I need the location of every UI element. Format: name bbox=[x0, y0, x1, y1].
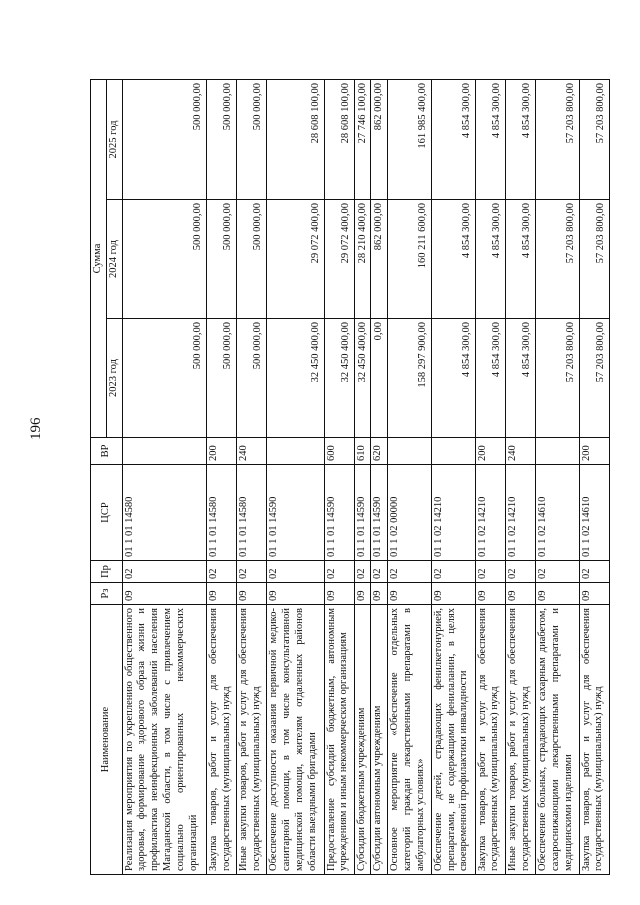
cell-rz: 09 bbox=[267, 583, 324, 605]
cell-pr: 02 bbox=[324, 561, 354, 583]
page-number: 196 bbox=[28, 417, 44, 440]
cell-rz: 09 bbox=[122, 583, 206, 605]
cell-vr bbox=[267, 438, 324, 465]
cell-pr: 02 bbox=[237, 561, 267, 583]
cell-2023: 158 297 900,00 bbox=[388, 319, 432, 438]
cell-2024: 500 000,00 bbox=[237, 200, 267, 319]
cell-2023: 500 000,00 bbox=[237, 319, 267, 438]
cell-rz: 09 bbox=[206, 583, 236, 605]
header-sum: Сумма bbox=[91, 79, 107, 437]
cell-2025: 4 854 300,00 bbox=[475, 79, 505, 199]
cell-pr: 02 bbox=[206, 561, 236, 583]
cell-2023: 4 854 300,00 bbox=[505, 319, 535, 438]
cell-rz: 09 bbox=[535, 583, 579, 605]
cell-pr: 02 bbox=[388, 561, 432, 583]
cell-pr: 02 bbox=[475, 561, 505, 583]
cell-rz: 09 bbox=[388, 583, 432, 605]
table-row bbox=[475, 79, 505, 874]
cell-pr: 02 bbox=[535, 561, 579, 583]
header-rz: Рз bbox=[91, 583, 123, 605]
cell-2024: 862 000,00 bbox=[371, 200, 388, 319]
cell-csr: 01 1 01 14590 bbox=[371, 465, 388, 561]
cell-2025: 57 203 800,00 bbox=[535, 79, 579, 199]
cell-2024: 28 210 400,00 bbox=[354, 200, 371, 319]
cell-rz: 09 bbox=[475, 583, 505, 605]
table-row bbox=[431, 79, 475, 874]
cell-csr: 01 1 02 14210 bbox=[475, 465, 505, 561]
table-row bbox=[354, 79, 371, 874]
cell-rz: 09 bbox=[354, 583, 371, 605]
cell-name: Закупка товаров, работ и услуг для обеспечения государственных (муниципальных) нужд bbox=[475, 605, 505, 875]
cell-2023: 57 203 800,00 bbox=[579, 319, 609, 438]
cell-2025: 4 854 300,00 bbox=[431, 79, 475, 199]
header-vr: ВР bbox=[91, 438, 123, 465]
cell-csr: 01 1 02 14210 bbox=[431, 465, 475, 561]
table-row bbox=[371, 79, 388, 874]
cell-csr: 01 1 01 14580 bbox=[237, 465, 267, 561]
table-row bbox=[206, 79, 236, 874]
rotated-table-container bbox=[90, 80, 610, 875]
cell-rz: 09 bbox=[237, 583, 267, 605]
header-2025: 2025 год bbox=[106, 79, 122, 199]
cell-pr: 02 bbox=[505, 561, 535, 583]
cell-2023: 32 450 400,00 bbox=[267, 319, 324, 438]
cell-2023: 500 000,00 bbox=[206, 319, 236, 438]
cell-name: Реализация мероприятия по укреплению общественного здоровья, формирование здорового образа жизни и профилактика неинфекционных заболеваний населения Магаданской области, в том числе с привлечением социально ориентированных некоммерческих организаций bbox=[122, 605, 206, 875]
cell-2023: 500 000,00 bbox=[122, 319, 206, 438]
cell-rz: 09 bbox=[579, 583, 609, 605]
cell-2025: 27 746 100,00 bbox=[354, 79, 371, 199]
cell-csr: 01 1 01 14580 bbox=[206, 465, 236, 561]
cell-vr: 240 bbox=[505, 438, 535, 465]
cell-2025: 57 203 800,00 bbox=[579, 79, 609, 199]
cell-pr: 02 bbox=[267, 561, 324, 583]
cell-2024: 29 072 400,00 bbox=[324, 200, 354, 319]
cell-name: Субсидии бюджетным учреждениям bbox=[354, 605, 371, 875]
cell-vr bbox=[122, 438, 206, 465]
cell-name: Основное мероприятие «Обеспечение отдельных категорий граждан лекарственными препаратами в амбулаторных условиях» bbox=[388, 605, 432, 875]
table-row bbox=[535, 79, 579, 874]
cell-csr: 01 1 01 14590 bbox=[324, 465, 354, 561]
header-name: Наименование bbox=[91, 605, 123, 875]
cell-name: Обеспечение детей, страдающих фенилкетонурией, препаратами, не содержащими фенилаланин, в целях своевременной профилактики инвалидности bbox=[431, 605, 475, 875]
cell-2025: 862 000,00 bbox=[371, 79, 388, 199]
cell-rz: 09 bbox=[371, 583, 388, 605]
cell-vr: 200 bbox=[475, 438, 505, 465]
header-2024: 2024 год bbox=[106, 200, 122, 319]
cell-name: Субсидии автономным учреждениям bbox=[371, 605, 388, 875]
cell-2023: 32 450 400,00 bbox=[324, 319, 354, 438]
cell-csr: 01 1 02 14610 bbox=[579, 465, 609, 561]
cell-2025: 500 000,00 bbox=[237, 79, 267, 199]
cell-2024: 57 203 800,00 bbox=[535, 200, 579, 319]
cell-vr bbox=[535, 438, 579, 465]
cell-2024: 29 072 400,00 bbox=[267, 200, 324, 319]
cell-2023: 4 854 300,00 bbox=[475, 319, 505, 438]
cell-rz: 09 bbox=[431, 583, 475, 605]
table-header bbox=[91, 79, 123, 874]
header-pr: Пр bbox=[91, 561, 123, 583]
cell-csr: 01 1 02 14210 bbox=[505, 465, 535, 561]
cell-pr: 02 bbox=[431, 561, 475, 583]
cell-2023: 4 854 300,00 bbox=[431, 319, 475, 438]
table-body bbox=[122, 79, 609, 874]
cell-vr: 200 bbox=[579, 438, 609, 465]
cell-vr: 610 bbox=[354, 438, 371, 465]
cell-name: Закупка товаров, работ и услуг для обеспечения государственных (муниципальных) нужд bbox=[206, 605, 236, 875]
cell-csr: 01 1 01 14590 bbox=[354, 465, 371, 561]
table-row bbox=[388, 79, 432, 874]
cell-vr: 600 bbox=[324, 438, 354, 465]
cell-2024: 4 854 300,00 bbox=[431, 200, 475, 319]
cell-vr: 240 bbox=[237, 438, 267, 465]
table-row bbox=[324, 79, 354, 874]
header-2023: 2023 год bbox=[106, 319, 122, 438]
cell-name: Предоставление субсидий бюджетным, автономным учреждениям и иным некоммерческим организациям bbox=[324, 605, 354, 875]
cell-pr: 02 bbox=[371, 561, 388, 583]
cell-name: Обеспечение доступности оказания первичной медико-санитарной помощи, в том числе консультативной медицинской помощи, жителям отдаленных районов области выездными бригадами bbox=[267, 605, 324, 875]
cell-2025: 28 608 100,00 bbox=[324, 79, 354, 199]
cell-2024: 500 000,00 bbox=[206, 200, 236, 319]
cell-vr bbox=[431, 438, 475, 465]
cell-csr: 01 1 01 14590 bbox=[267, 465, 324, 561]
cell-2025: 28 608 100,00 bbox=[267, 79, 324, 199]
cell-vr: 200 bbox=[206, 438, 236, 465]
cell-2024: 160 211 600,00 bbox=[388, 200, 432, 319]
cell-2024: 500 000,00 bbox=[122, 200, 206, 319]
cell-csr: 01 1 02 14610 bbox=[535, 465, 579, 561]
table-row bbox=[267, 79, 324, 874]
cell-2023: 0,00 bbox=[371, 319, 388, 438]
cell-csr: 01 1 02 00000 bbox=[388, 465, 432, 561]
table-row bbox=[237, 79, 267, 874]
cell-pr: 02 bbox=[354, 561, 371, 583]
cell-2024: 4 854 300,00 bbox=[505, 200, 535, 319]
table-row bbox=[122, 79, 206, 874]
table-row bbox=[579, 79, 609, 874]
cell-pr: 02 bbox=[579, 561, 609, 583]
cell-2025: 4 854 300,00 bbox=[505, 79, 535, 199]
cell-name: Иные закупки товаров, работ и услуг для обеспечения государственных (муниципальных) нужд bbox=[505, 605, 535, 875]
cell-rz: 09 bbox=[505, 583, 535, 605]
cell-2024: 4 854 300,00 bbox=[475, 200, 505, 319]
cell-vr: 620 bbox=[371, 438, 388, 465]
cell-csr: 01 1 01 14580 bbox=[122, 465, 206, 561]
cell-2025: 161 985 400,00 bbox=[388, 79, 432, 199]
cell-2023: 32 450 400,00 bbox=[354, 319, 371, 438]
table-row bbox=[505, 79, 535, 874]
cell-2023: 57 203 800,00 bbox=[535, 319, 579, 438]
cell-pr: 02 bbox=[122, 561, 206, 583]
cell-vr bbox=[388, 438, 432, 465]
cell-name: Обеспечение больных, страдающих сахарным диабетом, сахароснижающими лекарственными препаратами и медицинскими изделиями bbox=[535, 605, 579, 875]
cell-name: Закупка товаров, работ и услуг для обеспечения государственных (муниципальных) нужд bbox=[579, 605, 609, 875]
cell-2025: 500 000,00 bbox=[206, 79, 236, 199]
cell-2025: 500 000,00 bbox=[122, 79, 206, 199]
cell-rz: 09 bbox=[324, 583, 354, 605]
cell-name: Иные закупки товаров, работ и услуг для обеспечения государственных (муниципальных) нужд bbox=[237, 605, 267, 875]
header-csr: ЦСР bbox=[91, 465, 123, 561]
budget-table bbox=[90, 79, 610, 875]
cell-2024: 57 203 800,00 bbox=[579, 200, 609, 319]
